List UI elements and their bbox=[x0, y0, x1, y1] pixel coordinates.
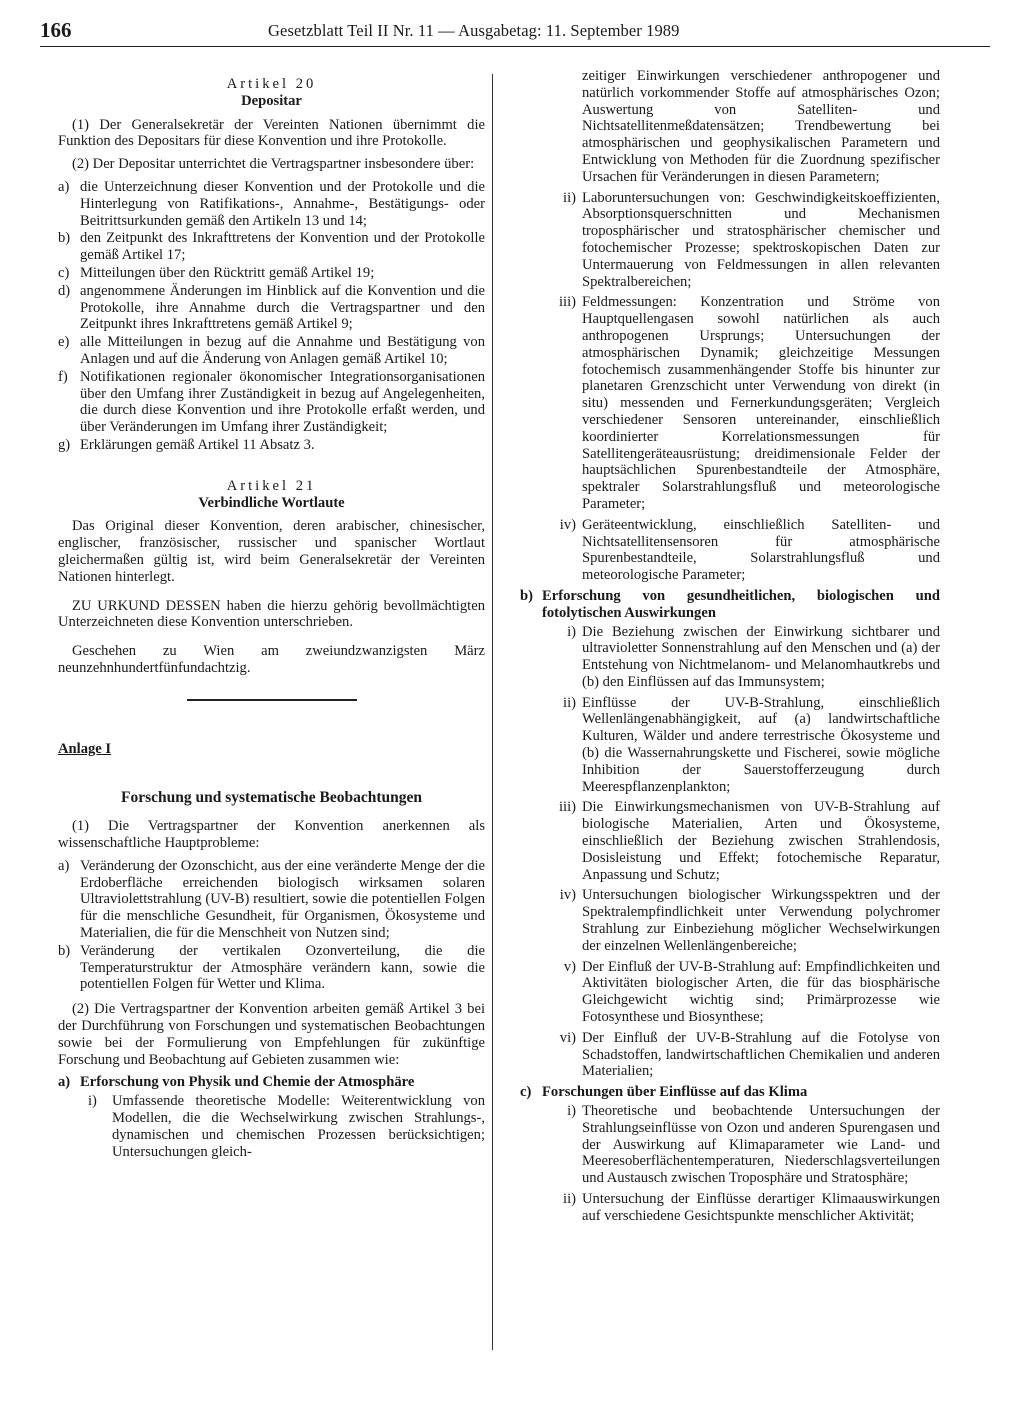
list-item-label: b) bbox=[58, 942, 71, 959]
article-21-para-2: ZU URKUND DESSEN haben die hierzu gehörig bevollmächtigten Unterzeichneten diese Konvention unterschrieben. bbox=[58, 597, 485, 631]
list-item-text: Laboruntersuchungen von: Geschwindigkeitskoeffizienten, Absorptionsquerschnitten und Mechanismen troposphärischer und stratosphärischer chemischer und fotochemischer Prozesse; spektroskopischen Daten zur Untermauerung von Feldmessungen in allen relevanten Spektralbereichen; bbox=[582, 189, 940, 290]
list-item-text: Veränderung der vertikalen Ozonverteilung, die die Temperaturstruktur der Atmosphäre verändern kann, sowie die potentiellen Folgen für Wetter und Klima. bbox=[80, 942, 485, 993]
list-item-text: Der Einfluß der UV-B-Strahlung auf: Empfindlichkeiten und Aktivitäten biologischer Arten, die für das biosphärische Gleichgewicht wichtig sind; Primärprozesse wie Fotosynthese und Biosynthese; bbox=[582, 958, 940, 1026]
list-item-text: Veränderung der Ozonschicht, aus der eine veränderte Menge der die Erdoberfläche erreichenden biologisch wirksamen solaren Ultraviolettstrahlung (UV-B) resultiert, sowie die potentiellen Folgen für die menschliche Gesundheit, für Organismen, Ökosysteme und Materialien, die für die Menschheit von Nutzen sind; bbox=[80, 857, 485, 942]
list-item-text: alle Mitteilungen in bezug auf die Annahme und Bestätigung von Anlagen und auf die Änderung von Anlagen gemäß Artikel 10; bbox=[80, 334, 485, 367]
continued-text: zeitiger Einwirkungen verschiedener anthropogener und natürlich vorkommender Stoffe auf atmosphärisches Ozon; Auswertung von Satelliten- und Nichtsatellitenmeßdatensätzen; Trendbewertung bei atmosphärischen und geophysikalischen Parametern und Entwicklung von Methoden für die Zuordnung spezifischer Ursachen für Veränderungen in diesen Parametern; bbox=[582, 68, 940, 185]
list-item-label: e) bbox=[58, 334, 70, 351]
section-c-title: Forschungen über Einflüsse auf das Klima bbox=[542, 1084, 808, 1101]
list-item-label: i) bbox=[567, 623, 576, 640]
list-item-text: Mitteilungen über den Rücktritt gemäß Artikel 19; bbox=[80, 264, 375, 281]
list-item-label: v) bbox=[563, 958, 576, 975]
list-item-text: Umfassende theoretische Modelle: Weiterentwicklung von Modellen, die die Wechselwirkung zwischen Strahlungs-, dynamischen und chemischen Prozessen berücksichtigen; Untersuchungen gleich- bbox=[112, 1093, 485, 1160]
list-item-label: i) bbox=[567, 1103, 576, 1120]
list-item bbox=[520, 1030, 940, 1080]
list-item bbox=[520, 799, 940, 883]
list-item-text: Der Einfluß der UV-B-Strahlung auf die Fotolyse von Schadstoffen, landwirtschaftlichen Chemikalien und anderen Materialien; bbox=[582, 1029, 940, 1080]
list-item bbox=[520, 1191, 940, 1225]
list-item-text: Die Beziehung zwischen der Einwirkung sichtbarer und ultravioletter Sonnenstrahlung auf den Menschen und (a) der Entstehung von Nichtmelanom- und Melanomhautkrebs und (b) den Einflüssen auf das Immunsystem; bbox=[582, 623, 940, 690]
list-item bbox=[58, 265, 485, 282]
list-item bbox=[520, 695, 940, 796]
list-item-label: d) bbox=[58, 282, 71, 299]
list-item-label: ii) bbox=[563, 694, 576, 711]
list-item-label: iii) bbox=[558, 294, 576, 311]
list-item bbox=[520, 624, 940, 691]
section-a bbox=[58, 1074, 485, 1091]
list-item-text: den Zeitpunkt des Inkrafttretens der Konvention und der Protokolle gemäß Artikel 17; bbox=[80, 230, 485, 264]
list-item bbox=[88, 1093, 485, 1160]
section-a-title: Erforschung von Physik und Chemie der Atmosphäre bbox=[80, 1074, 415, 1091]
list-item-label: g) bbox=[58, 436, 71, 453]
article-21-heading: Verbindliche Wortlaute bbox=[198, 494, 345, 511]
list-item-label: b) bbox=[58, 230, 71, 247]
list-item-label: vi) bbox=[559, 1029, 576, 1046]
article-20-list bbox=[58, 179, 485, 454]
anlage-para-1: (1) Die Vertragspartner der Konvention anerkennen als wissenschaftliche Hauptprobleme: bbox=[58, 818, 485, 852]
section-b-title: Erforschung von gesundheitlichen, biologischen und fotolytischen Auswirkungen bbox=[542, 587, 940, 621]
list-item-label: ii) bbox=[563, 1191, 576, 1207]
section-c-label: c) bbox=[520, 1084, 532, 1101]
list-item-label: i) bbox=[88, 1093, 97, 1110]
list-item-text: Einflüsse der UV-B-Strahlung, einschließlich Wellenlängenabhängigkeit, auf (a) landwirtschaftliche Kulturen, Wälder und andere terrestrische Ökosysteme und (b) die Wassernahrungskette und Fischerei, sowie mögliche Inhibition der Sauerstofferzeugung durch Meerespflanzenplankton; bbox=[582, 694, 940, 795]
right-column bbox=[520, 68, 940, 1229]
section-separator bbox=[187, 699, 357, 701]
list-item bbox=[520, 294, 940, 512]
list-item-text: Erklärungen gemäß Artikel 11 Absatz 3. bbox=[80, 436, 315, 453]
list-item-label: iv) bbox=[559, 887, 576, 904]
list-item bbox=[520, 887, 940, 954]
list-item bbox=[58, 334, 485, 368]
list-item-text: Theoretische und beobachtende Untersuchungen der Strahlungseinflüsse von Ozon und anderen Spurengasen und der Auswirkung auf Klimaparameter wie Land- und Meeresoberflächentemperaturen, Niederschlagsverteilungen und Austausch zwischen Troposphäre und Stratosphäre; bbox=[582, 1103, 940, 1187]
list-item bbox=[58, 943, 485, 993]
article-21-title: Artikel 21 bbox=[226, 477, 317, 494]
list-item-text: angenommene Änderungen im Hinblick auf die Konvention und die Protokolle, ihre Annahme durch die Vertragspartner und den Zeitpunkt ihres Inkrafttretens gemäß Artikel 9; bbox=[80, 282, 485, 333]
list-item bbox=[58, 230, 485, 264]
list-item-label: iv) bbox=[559, 516, 576, 533]
section-b bbox=[520, 588, 940, 622]
list-item-text: Untersuchung der Einflüsse derartiger Klimaauswirkungen auf verschiedene Gesichtspunkte menschlicher Aktivität; bbox=[582, 1191, 940, 1224]
anlage-para-2: (2) Die Vertragspartner der Konvention arbeiten gemäß Artikel 3 bei der Durchführung von Forschungen und systematischen Beobachtungen sowie bei der Formulierung von Empfehlungen für zukünftige Forschung und Beobachtung auf Gebieten zusammen wie: bbox=[58, 1001, 485, 1068]
list-item-label: iii) bbox=[558, 799, 576, 816]
list-item-text: Notifikationen regionaler ökonomischer Integrationsorganisationen über den Umfang ihrer Zuständigkeit in bezug auf Angelegenheiten, die durch diese Konvention und ihre Protokolle erfaßt werden, und über Veränderungen im Umfang ihrer Zuständigkeit; bbox=[80, 368, 485, 436]
article-21-para-1: Das Original dieser Konvention, deren arabischer, chinesischer, englischer, französischer, russischer und spanischer Wortlaut gleichermaßen gültig ist, wird beim Generalsekretär der Vereinten Nationen hinterlegt. bbox=[58, 518, 485, 585]
list-item-text: Geräteentwicklung, einschließlich Satelliten- und Nichtsatellitensensoren für atmosphärische Spurenbestandteile, Solarstrahlungsfluß und meteorologische Parameter; bbox=[582, 516, 940, 584]
list-item-label: f) bbox=[58, 368, 68, 385]
list-item bbox=[520, 517, 940, 584]
article-20-para-2: (2) Der Depositar unterrichtet die Vertragspartner insbesondere über: bbox=[72, 156, 475, 173]
list-item-label: ii) bbox=[563, 189, 576, 206]
list-item bbox=[58, 437, 485, 454]
list-item-text: Die Einwirkungsmechanismen von UV-B-Strahlung auf biologische Materialien, Arten und Ökosysteme, einschließlich der Beziehung zwischen Strahlendosis, Dosisleistung und Effekt; fotochemische Reparatur, Anpassung und Schutz; bbox=[582, 799, 940, 883]
list-item bbox=[520, 190, 940, 291]
article-21-para-3: Geschehen zu Wien am zweiundzwanzigsten März neunzehnhundertfünfundachtzig. bbox=[58, 643, 485, 676]
list-item bbox=[520, 1103, 940, 1187]
list-item bbox=[58, 283, 485, 333]
list-item bbox=[58, 858, 485, 942]
column-divider bbox=[492, 74, 493, 1350]
page-header bbox=[40, 18, 990, 48]
section-b-label: b) bbox=[520, 587, 533, 604]
anlage-title: Forschung und systematische Beobachtungen bbox=[121, 788, 422, 806]
list-item-text: Feldmessungen: Konzentration und Ströme von Hauptquellengasen sowohl natürlichen als auch anthropogenen Ursprungs; Untersuchungen der atmosphärischen Dynamik; gleichzeitige Messungen fotochemisch zusammenhängender Stoffe bis hinunter zur planetaren Grenzschicht unter Verwendung von direkt (in situ) messenden und Fernerkundungsgeräten; Vergleich verschiedener Sensoren untereinander, einschließlich koordinierter Korrelationsmessungen für Satellitengeräteausrüstung; dreidimensionale Felder der hauptsächlichen Spurenbestandteile der Atmosphäre, spektraler Solarstrahlungsfluß und meteorologische Parameter; bbox=[582, 294, 940, 512]
running-title: Gesetzblatt Teil II Nr. 11 — Ausgabetag: 11. September 1989 bbox=[268, 21, 680, 40]
article-20-title: Artikel 20 bbox=[226, 76, 317, 92]
list-item bbox=[58, 179, 485, 229]
left-column bbox=[58, 76, 485, 1164]
list-item-label: a) bbox=[58, 857, 70, 874]
header-rule bbox=[40, 46, 990, 47]
anlage-list bbox=[58, 858, 485, 993]
list-item-label: c) bbox=[58, 264, 70, 281]
article-20-para-1: (1) Der Generalsekretär der Vereinten Nationen übernimmt die Funktion des Depositars für diese Konvention und ihre Protokolle. bbox=[58, 116, 485, 150]
list-item-text: die Unterzeichnung dieser Konvention und der Protokolle und die Hinterlegung von Ratifikations-, Annahme-, Bestätigungs- oder Beitrittsurkunden gemäß den Artikeln 13 und 14; bbox=[80, 178, 485, 229]
article-20-heading: Depositar bbox=[241, 92, 302, 109]
page-number: 166 bbox=[40, 18, 72, 42]
spacer bbox=[58, 460, 485, 478]
anlage-label: Anlage I bbox=[58, 740, 112, 757]
list-item-label: a) bbox=[58, 178, 70, 195]
list-item bbox=[520, 959, 940, 1026]
section-a-label: a) bbox=[58, 1074, 71, 1091]
section-c bbox=[520, 1084, 940, 1101]
list-item bbox=[58, 369, 485, 436]
list-item-text: Untersuchungen biologischer Wirkungsspektren und der Spektralempfindlichkeit unter Verwendung polychromer Strahlung zur Einbeziehung möglicher Wechselwirkungen der einzelnen Wellenlängenbereiche; bbox=[582, 887, 940, 954]
